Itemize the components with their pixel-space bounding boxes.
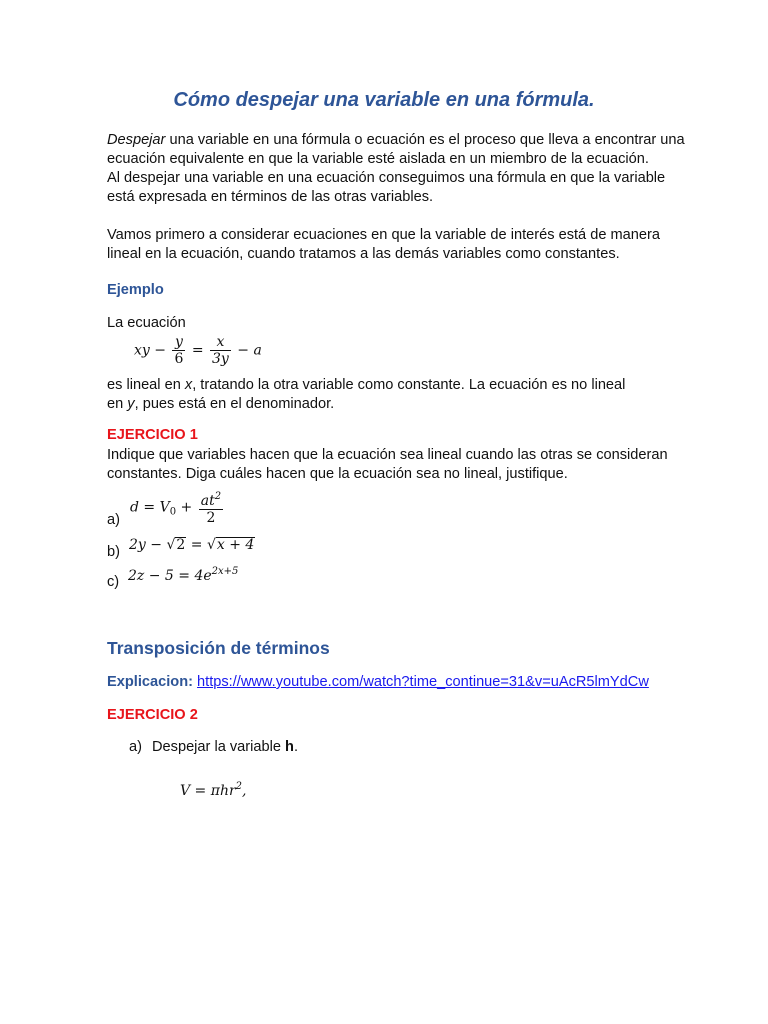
exercise1-item-b-formula: 2y − √2 = √x + 4 [129,537,255,553]
exercise2-heading: EJERCICIO 2 [107,707,198,723]
intro-line-1-text: una variable en una fórmula o ecuación es el proceso que lleva a encontrar una [165,132,685,148]
explanation-video-link[interactable]: https://www.youtube.com/watch?time_continue=31&v=uAcR5lmYdCw [197,674,649,690]
explanation-line [107,674,649,690]
example-lead: La ecuación [107,315,186,331]
exercise1-item-a-formula: $d = V_0$ + $\frac{at^2}{2}$ [130,491,222,526]
intro2-line-1: Vamos primero a considerar ecuaciones en que la variable de interés está de manera [107,227,660,243]
intro-line-2: ecuación equivalente en que la variable esté aislada en un miembro de la ecuación. [107,151,649,167]
page-title: Cómo despejar una variable en una fórmula. [173,89,595,111]
exercise1-item-a-label: a) [107,512,120,528]
exercise1-item-c-formula: $2z - 5 = 4e^{2x+5}$ [128,566,239,584]
exercise2-item-a-text: Despejar la variable h. [152,739,299,755]
explanation-label: Explicacion: [107,674,198,690]
exercise2-formula: V = πhr$^2$, [180,781,247,799]
eq-fraction-2: $\frac{x}{3y}$ [212,334,229,367]
example-equation [134,334,262,367]
intro-line-3: Al despejar una variable en una ecuación conseguimos una fórmula en que la variable [107,170,666,186]
intro-line-4: está expresada en términos de las otras variables. [107,189,434,205]
exercise1-line-1: Indique que variables hacen que la ecuación sea lineal cuando las otras se consideran [107,447,668,463]
exercise1-item-c-label: c) [107,574,120,590]
item-a-fraction: $\frac{at^2}{2}$ [200,491,222,526]
example-heading: Ejemplo [107,282,164,298]
exercise1-heading: EJERCICIO 1 [107,427,198,443]
eq-equals: = [191,342,204,359]
intro2-line-2: lineal en la ecuación, cuando tratamos a las demás variables como constantes. [107,246,620,262]
exercise1-item-b-label: b) [107,544,120,560]
intro-line-1 [107,131,685,150]
eq-lhs: xy − [134,342,166,359]
example-explain-1: es lineal en x, tratando la otra variable como constante. La ecuación es no lineal [107,377,626,393]
eq-tail: − a [237,342,262,359]
exercise2-item-a-label: a) [129,739,142,755]
exercise1-line-2: constantes. Diga cuáles hacen que la ecuación sea no lineal, justifique. [107,466,568,482]
example-explain-2: en y, pues está en el denominador. [107,396,335,412]
intro-emphasis: Despejar [107,132,166,148]
eq-fraction-1: $\frac{y}{6}$ [174,334,184,367]
section-heading-transposition: Transposición de términos [107,638,330,658]
